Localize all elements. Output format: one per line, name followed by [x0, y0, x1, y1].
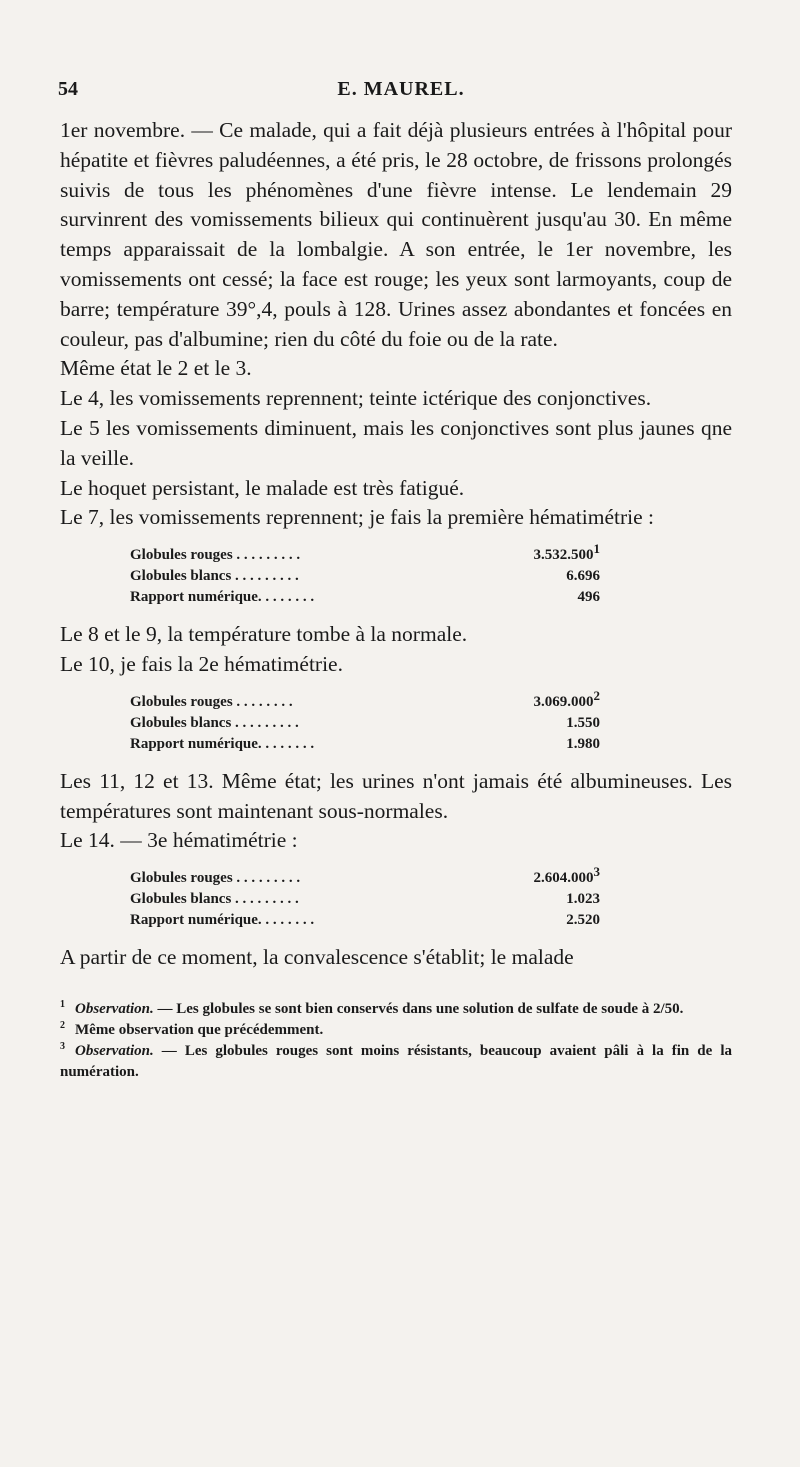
paragraph-11: A partir de ce moment, la convalescence s'établit; le malade — [60, 945, 574, 970]
hematimetry-table-2 — [130, 687, 600, 755]
table-row — [130, 692, 600, 713]
row-label: Globules blancs . . . . . . . . . — [130, 568, 299, 585]
hematimetry-table-1 — [130, 541, 600, 608]
row-value: 1.550 — [566, 714, 600, 731]
table-row — [130, 587, 600, 608]
footnote-2: $^2$ Même observation que précédemment. — [60, 1019, 324, 1038]
paragraph-5: Le hoquet persistant, le malade est très fatigué. — [60, 475, 465, 500]
row-label: Globules rouges . . . . . . . . . — [130, 547, 301, 564]
row-value: 3.532.5001 — [533, 541, 600, 564]
row-value: 6.696 — [566, 568, 600, 585]
row-value: 1.980 — [566, 735, 600, 752]
page-number: 54 — [58, 78, 78, 100]
paragraph-10: Le 14. — 3e hématimétrie : — [60, 828, 298, 853]
paragraph-8: Le 10, je fais la 2e hématimétrie. — [60, 651, 343, 676]
row-value: 496 — [577, 589, 600, 606]
paragraph-9: Les 11, 12 et 13. Même état; les urines n'ont jamais été albumineuses. Les températures sont maintenant sous-normales. — [60, 768, 732, 823]
row-label: Globules rouges . . . . . . . . — [130, 693, 293, 710]
row-label: Rapport numérique. . . . . . . . — [130, 589, 315, 606]
running-head: E. MAUREL. — [337, 78, 465, 100]
footnote-1: $^1$ Observation. — Les globules se sont bien conservés dans une solution de sulfate de soude à 2/50. — [60, 998, 684, 1017]
footnotes — [60, 999, 732, 1083]
table-row — [130, 545, 600, 566]
paragraph-4: Le 5 les vomissements diminuent, mais les conjonctives sont plus jaunes qne la veille. — [60, 415, 732, 470]
row-label: Globules blancs . . . . . . . . . — [130, 714, 299, 731]
paragraph-7: Le 8 et le 9, la température tombe à la normale. — [60, 622, 468, 647]
row-label: Globules blancs . . . . . . . . . — [130, 891, 299, 908]
footnote-mark: 3 — [593, 864, 600, 880]
table-row — [130, 713, 600, 734]
table-row — [130, 889, 600, 910]
table-row — [130, 566, 600, 587]
footnote-mark: 1 — [593, 541, 600, 557]
page-body — [60, 116, 732, 1083]
row-value: 1.023 — [566, 891, 600, 908]
paragraph-2: Même état le 2 et le 3. — [60, 356, 252, 381]
paragraph-3: Le 4, les vomissements reprennent; teinte ictérique des conjonctives. — [60, 386, 652, 411]
paragraph-6: Le 7, les vomissements reprennent; je fais la première hématimétrie : — [60, 505, 655, 530]
row-label: Rapport numérique. . . . . . . . — [130, 735, 315, 752]
row-value: 3.069.0002 — [533, 687, 600, 710]
table-row — [130, 910, 600, 931]
table-row — [130, 868, 600, 889]
row-value: 2.520 — [566, 912, 600, 929]
paragraph-1: 1er novembre. — Ce malade, qui a fait déjà plusieurs entrées à l'hôpital pour hépatite et fièvres paludéennes, a été pris, le 28 octobre, de frissons prolongés suivis de tous les phénomènes d'une fièvre intense. Le lendemain 29 survinrent des vomissements bilieux qui continuèrent jusqu'au 30. En même temps apparaissait de la lombalgie. A son entrée, le 1er novembre, les vomissements ont cessé; la face est rouge; les yeux sont larmoyants, coup de barre; température 39°,4, pouls à 128. Urines assez abondantes et foncées en couleur, pas d'albumine; rien du côté du foie ou de la rate. — [60, 118, 732, 351]
row-label: Rapport numérique. . . . . . . . — [130, 912, 315, 929]
hematimetry-table-3 — [130, 864, 600, 931]
footnote-mark: 2 — [593, 687, 600, 703]
footnote-3: $^3$ Observation. — Les globules rouges sont moins résistants, beaucoup avaient pâli à la fin de la numération. — [60, 1040, 732, 1080]
table-row — [130, 734, 600, 755]
page-header — [58, 78, 744, 108]
row-label: Globules rouges . . . . . . . . . — [130, 870, 301, 887]
row-value: 2.604.0003 — [533, 864, 600, 887]
